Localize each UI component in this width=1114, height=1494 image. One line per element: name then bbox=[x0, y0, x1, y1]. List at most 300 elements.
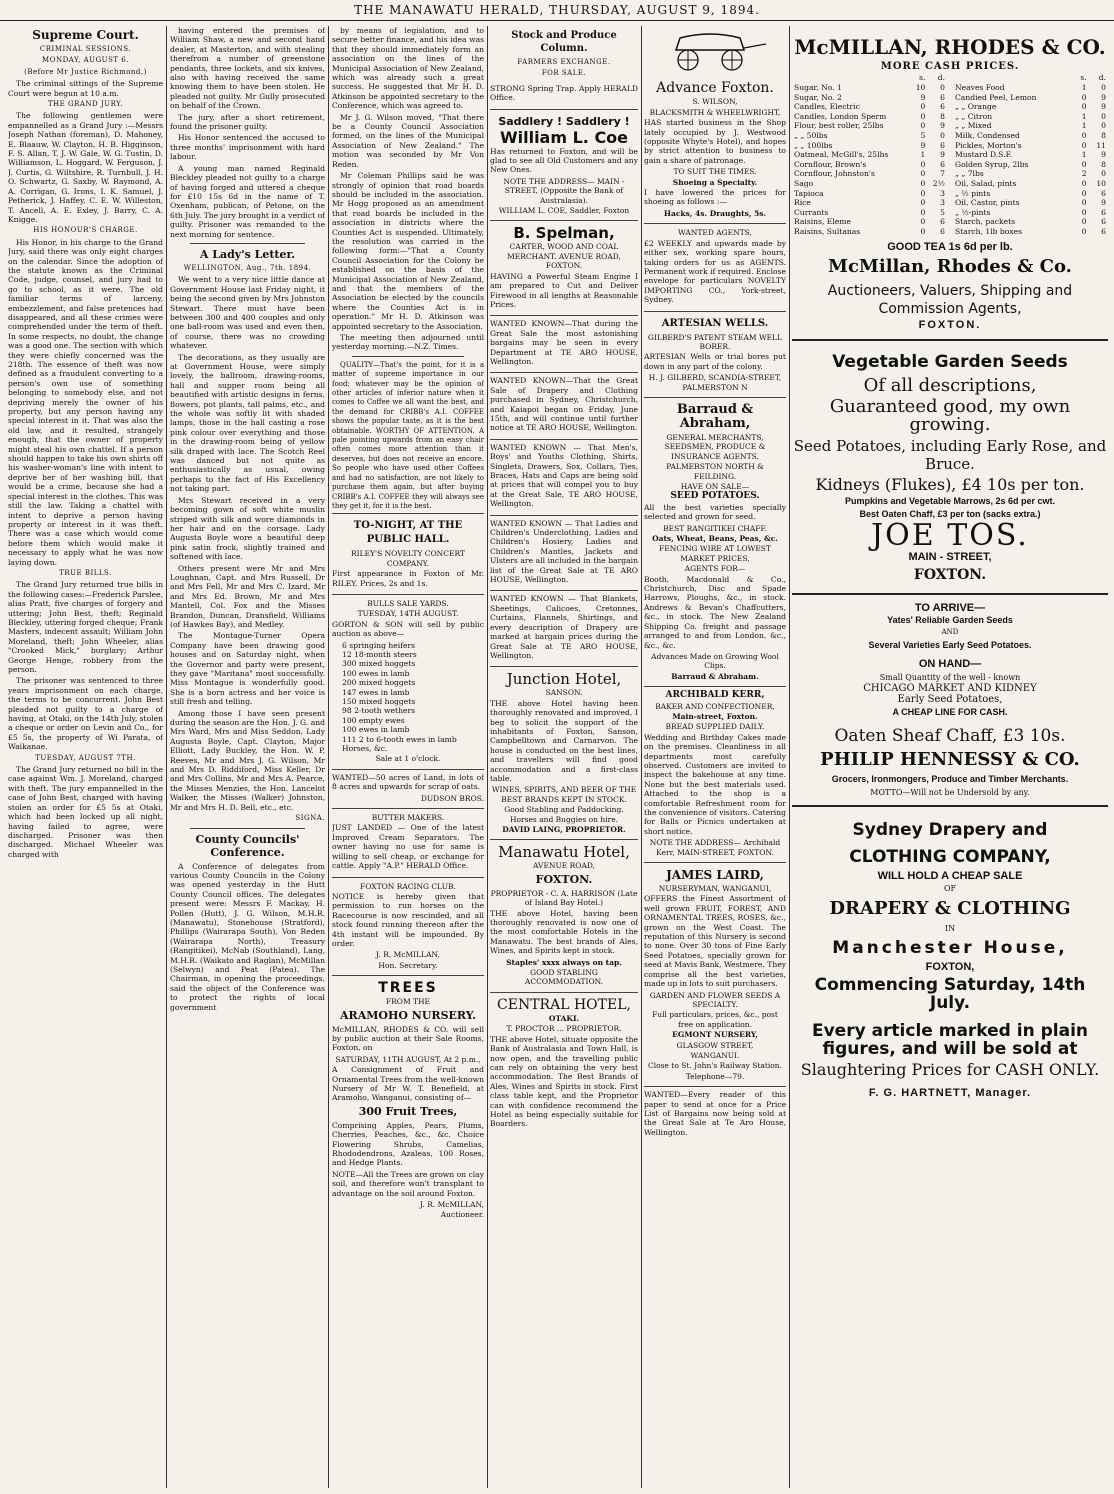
price-row bbox=[792, 208, 947, 218]
advert-line: OTAKI. bbox=[548, 1013, 580, 1023]
price-shillings: 0 bbox=[1081, 92, 1087, 102]
article-title: Supreme Court. bbox=[32, 28, 139, 42]
advert-title: CLOTHING COMPANY, bbox=[849, 847, 1051, 867]
advert-signature: Auctioneer. bbox=[440, 1210, 484, 1220]
stock-item: 12 18-month steers bbox=[342, 649, 417, 659]
stock-item: 147 ewes in lamb bbox=[342, 687, 410, 697]
divider bbox=[352, 356, 464, 357]
price-item: Sugar, No. 1 bbox=[794, 83, 842, 92]
advert-manawatu-hotel bbox=[490, 840, 638, 992]
price-row bbox=[953, 198, 1108, 208]
price-pence: 8 bbox=[1101, 159, 1106, 169]
advert-line: IN bbox=[944, 923, 956, 933]
paragraph: The Grand Jury returned true bills in the following cases:—Frederick Parslee, alias Pratt, five charges of forgery and uttering; John Best, theft; Reginald Bleckley, uttering forged cheque; Frank Masters, indecent assault; William John Moreland, theft; John Wheeler, alias "Crooked Mick," burglary; Arthur George Henge, robbery from the person. bbox=[8, 580, 163, 674]
advert-line: OF bbox=[943, 884, 957, 894]
paragraph: Others present were Mr and Mrs Loughnan, Capt. and Mrs Russell, Dr and Mrs Fell, Mr and Mrs C. Izard, Mr and Mrs Ed. Brown, Mr and Mrs Mantell, Col. Fox and the Misses Brandon, Duncan, Dransfield, Williams (of Hawkes Bay), and Medley. bbox=[170, 563, 325, 629]
price-row bbox=[953, 102, 1108, 112]
stock-item: 98 2-tooth wethers bbox=[342, 706, 415, 716]
price-header-s: s. bbox=[919, 73, 926, 83]
advert-body: WANTED—50 acres of Land, in lots of 8 acres and upwards for scrap of oats. bbox=[332, 772, 484, 792]
advert-title: DRAPERY & CLOTHING bbox=[829, 897, 1071, 919]
advert-kerr bbox=[644, 687, 786, 863]
advert-hennessy bbox=[792, 595, 1108, 807]
advert-line: Sale at 1 o'clock. bbox=[375, 754, 441, 764]
price-row bbox=[953, 217, 1108, 227]
advert-title: ARCHIBALD KERR, bbox=[665, 690, 765, 701]
price-item: Sago bbox=[794, 178, 814, 188]
section-heading: TUESDAY, AUGUST 7TH. bbox=[35, 753, 136, 762]
paragraph: A Conference of delegates from various County Councils in the Colony was opened yesterday in the Hutt County Council offices. The delegates present were: Messrs F. Mackay, H. Pollen (Hutt), J. G. Wilson, M.H.R. (Manawatu), Stonehouse (Stratford), Phillips (Wairarapa South), Von Reden (Wairarapa North), Treasury (Rangitikei), McNab (Southland), Lang, M.H.R. (Waikato and Raglan), McMillan (Selwyn) and Peat (Patea). The Chairman, in opening the proceedings, said the object of the Conference was to protect the rights of local government bbox=[170, 861, 325, 1012]
advert-title: ARAMOHO NURSERY. bbox=[340, 1008, 476, 1022]
section-heading: FARMERS EXCHANGE. bbox=[517, 58, 611, 66]
price-row bbox=[953, 131, 1108, 141]
price-row bbox=[953, 112, 1108, 122]
stock-item: 200 mixed hoggets bbox=[342, 678, 416, 688]
advert-line: Early Seed Potatoes, bbox=[897, 694, 1003, 706]
price-row bbox=[792, 217, 947, 227]
advert-body: £2 WEEKLY and upwards made by either sex, working spare hours, taking orders for us as AGENTS. Permanent work if required. Enclose envelope for particulars NOVELTY IMPORTING CO., York-street, Sydney. bbox=[644, 238, 786, 305]
article-title: A Lady's Letter. bbox=[199, 247, 296, 261]
price-shillings: 0 bbox=[1081, 226, 1087, 236]
price-pence: 6 bbox=[940, 217, 945, 227]
price-pence: 0 bbox=[1101, 83, 1106, 92]
column-rule bbox=[166, 26, 167, 1488]
advert-title: McMillan, Rhodes & Co. bbox=[828, 255, 1072, 277]
stock-item: 100 ewes in lamb bbox=[342, 668, 410, 678]
advert-line: GLASGOW STREET, bbox=[676, 1040, 754, 1050]
advert-junction-hotel bbox=[490, 667, 638, 840]
price-shillings: 0 bbox=[920, 217, 926, 227]
price-pence: 6 bbox=[940, 102, 945, 112]
advert-line: Commencing Saturday, 14th July. bbox=[814, 974, 1086, 1013]
advert-title: Junction Hotel, bbox=[506, 670, 622, 689]
price-item: „ „ 50lbs bbox=[794, 130, 828, 140]
price-shillings: 0 bbox=[920, 198, 926, 208]
price-shillings: 1 bbox=[1081, 121, 1087, 131]
price-shillings: 1 bbox=[1081, 150, 1087, 160]
price-item: Flour, best roller, 25lbs bbox=[794, 121, 884, 131]
paragraph: The criminal sittings of the Supreme Court were begun at 10 a.m. bbox=[8, 79, 163, 98]
advert-signature: J. R. McMILLAN, bbox=[376, 950, 440, 960]
column-rule bbox=[328, 26, 329, 1488]
price-item: Raisins, Sultanas bbox=[794, 226, 861, 236]
advert-title: BUTTER MAKERS. bbox=[371, 813, 445, 823]
price-shillings: 0 bbox=[920, 226, 926, 236]
advert-line: Main-street, Foxton. bbox=[672, 711, 758, 721]
article-subtitle: CRIMINAL SESSIONS. bbox=[39, 45, 132, 53]
advert-title: 300 Fruit Trees, bbox=[358, 1104, 458, 1118]
advert-title: William L. Coe bbox=[499, 127, 629, 147]
advert-wanted-known bbox=[490, 591, 638, 667]
advert-line: Grocers, Ironmongers, Produce and Timber Merchants. bbox=[831, 774, 1069, 785]
price-item: Cornflour, Brown's bbox=[794, 159, 867, 169]
advert-body: WANTED KNOWN — That Ladies and Children's Underclothing, Ladies and Children's Hosiery, Ladies and Children's Mantles, Jackets and Ulsters are all included in the bargain list of the Great Sale at TE ARO HOUSE, Wellington. bbox=[490, 518, 638, 585]
price-shillings: 0 bbox=[1081, 188, 1087, 198]
price-item: Candied Peel, Lemon bbox=[955, 92, 1037, 102]
advert-wanted-reader bbox=[644, 1087, 786, 1143]
price-pence: 9 bbox=[1101, 92, 1106, 102]
advert-title: Barraud & Abraham, bbox=[676, 401, 754, 431]
price-pence: 6 bbox=[1101, 188, 1106, 198]
advert-body: STRONG Spring Trap. Apply HERALD Office. bbox=[490, 83, 638, 103]
masthead: THE MANAWATU HERALD, THURSDAY, AUGUST 9, 1894. bbox=[0, 0, 1114, 21]
column-heading: Stock and Produce Column. bbox=[511, 30, 617, 54]
price-shillings: 0 bbox=[1081, 140, 1087, 150]
stock-list bbox=[332, 641, 484, 754]
advert-body: OFFERS the Finest Assortment of well grown FRUIT, FOREST, AND ORNAMENTAL TREES, ROSES, &c., grown on the West Coast. The reputation of this Nursery is second to none. Over 30 tons of Fine Early Seed Potatoes, specially grown for seed at Mavis Bank, Westmere. They comprise all the best varieties, made up in lots to suit purchasers. bbox=[644, 894, 786, 989]
stock-item: 150 mixed hoggets bbox=[342, 697, 416, 706]
price-pence: 6 bbox=[940, 92, 945, 102]
advert-body: WANTED KNOWN — That Blankets, Sheetings, Calicoes, Cretonnes, Curtains, Flannels, Shirtings, and every description of Drapery are marked at bargain prices during the Great Sale at TE ARO HOUSE, Wellington. bbox=[490, 594, 638, 660]
stock-item: 300 mixed hoggets bbox=[342, 659, 416, 669]
advert-signature: NOTE THE ADDRESS— Archibald Kerr, MAIN-STREET, FOXTON. bbox=[649, 838, 781, 857]
column-conference-ads bbox=[332, 26, 484, 1488]
paragraph: The jury, after a short retirement, found the prisoner guilty. bbox=[170, 112, 325, 132]
advert-sydney-drapery bbox=[792, 807, 1108, 1109]
advert-body: Has returned to Foxton, and will be glad to see all Old Customers and any New Ones. bbox=[490, 146, 638, 175]
price-item: Raisins, Eleme bbox=[794, 217, 851, 227]
price-table-right bbox=[953, 73, 1108, 236]
price-row bbox=[792, 102, 947, 112]
advert-title: Manawatu Hotel, bbox=[498, 843, 630, 862]
price-item: „ ½-pints bbox=[955, 207, 991, 217]
price-shillings: 2 bbox=[1081, 169, 1087, 179]
advert-title: WANTED AGENTS, bbox=[678, 228, 752, 238]
price-item: Sugar, No. 2 bbox=[794, 92, 842, 102]
advert-line: Seed Potatoes, including Early Rose, and Bruce. bbox=[793, 437, 1107, 474]
price-shillings: 9 bbox=[920, 140, 926, 150]
price-shillings: 0 bbox=[920, 169, 926, 179]
advert-wanted-known bbox=[490, 440, 638, 516]
advert-body: THE above Hotel, having been thoroughly renovated is now one of the most comfortable Hotels in the Manawatu. The best brands of Ales, Wines, and Spirits kept in stock. bbox=[490, 908, 638, 956]
price-row bbox=[953, 179, 1108, 189]
paragraph: having entered the premises of William Shaw, a new and second hand dealer, at Masterton, and with stealing therefrom a number of greenstone pendants, three lockets, and six knives, also with having received the same knowing them to have been stolen. He pleaded not guilty. Mr Gully prosecuted on behalf of the Crown. bbox=[170, 26, 325, 111]
advert-central-hotel bbox=[490, 993, 638, 1135]
advert-body: Comprising Apples, Pears, Plums, Cherries, Peaches, &c., &c. Choice Flowering Shrubs, Camelias, Rhododendrons, Azaleas, 100 Roses, and Hedge Plants. bbox=[332, 1120, 484, 1168]
divider bbox=[190, 243, 305, 244]
paragraph: A young man named Reginald Bleckley pleaded not guilty to a charge of having forged and uttered a cheque for £10 15s 6d in the name of T. Oxenham, publican, of Petone, on the 6th July. The jury brought in a verdict of guilty. Prisoner was remanded to the next morning for sentence. bbox=[170, 163, 325, 239]
advert-title: ARTESIAN WELLS. bbox=[661, 317, 769, 329]
price-shillings: 9 bbox=[920, 92, 926, 102]
price-row bbox=[792, 83, 947, 93]
price-shillings: 0 bbox=[920, 178, 926, 188]
price-shillings: 0 bbox=[1081, 102, 1087, 112]
advert-line: BLACKSMITH & WHEELWRIGHT, bbox=[649, 107, 781, 117]
price-item: Currants bbox=[794, 207, 829, 217]
price-shillings: 0 bbox=[920, 188, 926, 198]
advert-racing-club bbox=[332, 878, 484, 977]
stock-item: 100 empty ewes bbox=[342, 715, 405, 725]
price-pence: 8 bbox=[1101, 130, 1106, 140]
advert-line: WANGANUI. bbox=[690, 1050, 740, 1060]
advert-signature: DAVID LAING, PROPRIETOR. bbox=[502, 825, 626, 834]
advert-body: NOTICE is hereby given that permission to run horses on the Racecourse is now rescinded, and all stock found running thereon after the 4th instant will be impounded. By order. bbox=[332, 891, 484, 948]
advert-line: BEST RANGITIKEI CHAFF. bbox=[663, 523, 767, 533]
paragraph: The Grand Jury returned no bill in the case against Wm. J. Moreland, charged with theft. The jury empannelled in the case of John Best, charged with having stolen an order for £5 5s at Otaki, which had been locked up all night, having failed to agree, were discharged. Prisoner was then discharged. Michael Wheeler was charged with bbox=[8, 765, 163, 859]
price-shillings: 0 bbox=[1081, 159, 1087, 169]
advert-line: PROPRIETOR - C. A. HARRISON (Late of Island Bay Hotel.) bbox=[490, 888, 638, 908]
advert-line: Staples' xxxx always on tap. bbox=[506, 957, 622, 967]
advert-signature: F. G. HARTNETT, Manager. bbox=[868, 1086, 1032, 1099]
price-item: Oil, Salad, pints bbox=[955, 178, 1017, 188]
advert-title: CENTRAL HOTEL, bbox=[497, 996, 631, 1013]
divider bbox=[190, 828, 305, 829]
section-heading: FOR SALE. bbox=[541, 69, 587, 78]
price-item: „ ½ pints bbox=[955, 188, 991, 198]
advert-line: Shoeing a Specialty. bbox=[672, 177, 758, 187]
price-shillings: 0 bbox=[1081, 130, 1087, 140]
paragraph: The Montague-Turner Opera Company have been drawing good houses and on Saturday night, when the Governor and party were present, they gave "Maritana" most successfully. Miss Montague is wonderfully good. She is a born actress and her voice is still fresh and telling. bbox=[170, 631, 325, 707]
advert-body: First appearance in Foxton of Mr. RILEY. Prices, 2s and 1s. bbox=[332, 569, 484, 588]
price-shillings: 0 bbox=[1081, 178, 1087, 188]
stock-item: 6 springing heifers bbox=[342, 640, 416, 650]
advert-body: THE above Hotel, situate opposite the Bank of Australasia and Town Hall, is now open, and the travelling public can rely on obtaining the very best accommodation. The Best Brands of Ales, Wines and Spirits in stock. First class table kept, and the Proprietor can with confidence recommend the Hotel as being especially suitable for Boarders. bbox=[490, 1034, 638, 1129]
advert-trap bbox=[490, 81, 638, 110]
advert-body: JUST LANDED — One of the latest Improved Cream Separators. The owner having no use for same is willing to sell cheap, or exchange for cattle. Apply "A.P." HERALD Office. bbox=[332, 823, 484, 871]
price-pence: 9 bbox=[1101, 102, 1106, 112]
paragraph: We went to a very nice little dance at Government House last Friday night, it being the second given by Mrs Johnston Stewart. There must have been between 300 and 400 couples and only one ball-room was used and even then, of course, there was no crowding whatever. bbox=[170, 275, 325, 351]
paragraph: QUALITY—That's the point, for it is a matter of supreme importance in our food; whatever may be the opinion of other articles of inferior nature when it comes to Coffee we all want the best, and the demand for CRIBB's A.I. COFFEE shows the popular taste, as it is the best obtainable. WORTHY OF ATTENTION. A pale pointing upwards from an easy chair often comes more attention than it deserves, but does not receive an encore. So people who have used other Coffees and had no satisfaction, are not likely to purchase them again, but after buying CRIBB's A.I. COFFEE they will always see they get it, for it is the best. bbox=[332, 360, 484, 510]
price-item: „ „ Citron bbox=[955, 111, 993, 121]
price-shillings: 1 bbox=[1081, 111, 1087, 121]
advert-mcmillan-prices bbox=[792, 26, 1108, 341]
advert-line: GARDEN AND FLOWER SEEDS A SPECIALTY. bbox=[649, 990, 781, 1009]
column-stock-produce bbox=[490, 26, 638, 1488]
advert-line: S. WILSON, bbox=[692, 97, 738, 107]
stock-item: 111 2 to 6-tooth ewes in lamb bbox=[342, 734, 457, 744]
column-display-ads bbox=[792, 26, 1108, 1488]
advert-line: Close to St. John's Railway Station. bbox=[647, 1061, 782, 1071]
advert-line: TO SUIT THE TIMES. bbox=[673, 167, 757, 177]
advert-line: T. PROCTOR ... PROPRIETOR. bbox=[506, 1024, 622, 1034]
advert-spelman bbox=[490, 221, 638, 316]
advert-line: HAVE ON SALE— bbox=[680, 482, 750, 491]
advert-line: AGENTS FOR— bbox=[684, 564, 746, 574]
price-item: Cornflour, Johnston's bbox=[794, 169, 875, 179]
advert-line: CHICAGO MARKET AND KIDNEY bbox=[863, 682, 1037, 694]
advert-line: PALMERSTON NORTH & FEILDING. bbox=[666, 462, 764, 481]
advert-line: AVENUE ROAD, bbox=[532, 861, 596, 871]
paragraph: Mr Coleman Phillips said he was strongly of opinion that road boards should be included in the association. Mr Hogg proposed as an amendment that road boards be included in the association in districts where the Counties Act is suspended. Ultimately, the resolution was carried in the following form:—"That a County Council Association for the Colony be established on the basis of the Municipal Association of New Zealand, and that the members of the Association be elected by the councils where the Counties Act is in operation." Mr H. D. Atkinson was appointed secretary to the Association. bbox=[332, 171, 484, 331]
price-row bbox=[953, 83, 1108, 93]
stock-item: 100 ewes in lamb bbox=[342, 725, 410, 735]
price-item: Mustard D.S.F. bbox=[955, 150, 1013, 160]
price-pence: 10 bbox=[1096, 178, 1106, 188]
price-row bbox=[792, 150, 947, 160]
advert-artesian bbox=[644, 312, 786, 398]
advert-body: WANTED KNOWN—That the Great Sale of Drapery and Clothing purchased in Sydney, Christchurch, and Kaiapoi began on Friday, June 15th, and will continue until further notice at TE ARO HOUSE, Wellington. bbox=[490, 376, 638, 433]
price-row bbox=[792, 227, 947, 237]
price-item: Candles, London Sperm bbox=[794, 111, 887, 121]
paragraph: The meeting then adjourned until yesterday morning.—N.Z. Times. bbox=[332, 333, 484, 352]
advert-line: WINES, SPIRITS, AND BEER OF THE BEST BRANDS KEPT IN STOCK. bbox=[491, 785, 637, 804]
paragraph: The decorations, as they usually are at Government House, were simply lovely, the ballroom, drawing-rooms, hall and supper room being all beautified with artistic designs in ferns, flowers, pot plants, tall palms, etc., and the whole was softly lit with shaded lamps, those in the hall casting a rose pink colour over everything and those in the drawing-room being of yellow silk draped with lace. The Scotch Reel was danced but not quite as enthusiastically as usual, owing perhaps to the fact of His Excellency not taking part. bbox=[170, 352, 325, 494]
advert-line: NURSERYMAN, WANGANUI, bbox=[658, 884, 772, 894]
price-row bbox=[953, 208, 1108, 218]
advert-line: Small Quantity of the well - known bbox=[879, 672, 1021, 682]
price-item: „ „ 100lbs bbox=[794, 140, 833, 150]
advert-line: Kidneys (Flukes), £4 10s per ton. bbox=[815, 475, 1085, 495]
advert-line: FOXTON. bbox=[913, 566, 987, 583]
price-shillings: 0 bbox=[1081, 207, 1087, 217]
price-shillings: 0 bbox=[1081, 217, 1087, 227]
price-row bbox=[953, 189, 1108, 199]
price-pence: 3 bbox=[940, 188, 945, 198]
advert-line: Of all descriptions, bbox=[863, 375, 1037, 397]
advert-line: Yates' Reliable Garden Seeds bbox=[887, 614, 1013, 625]
advert-title: Oaten Sheaf Chaff, £3 10s. bbox=[834, 726, 1066, 747]
signature: SIGNA. bbox=[295, 814, 325, 823]
price-pence: 0 bbox=[1101, 111, 1106, 121]
advert-line: Every article marked in plain figures, and will be sold at bbox=[811, 1020, 1089, 1059]
advert-line: BAKER AND CONFECTIONER, bbox=[655, 701, 775, 711]
advert-title: B. Spelman, bbox=[513, 224, 615, 243]
section-heading: HIS HONOUR'S CHARGE. bbox=[33, 226, 138, 235]
advert-signature: WILLIAM L. COE, Saddler, Foxton bbox=[498, 206, 630, 216]
advert-line: Telephone—79. bbox=[685, 1071, 745, 1081]
price-pence: 6 bbox=[940, 159, 945, 169]
column-rule bbox=[487, 26, 488, 1488]
price-item: Oil, Castor, pints bbox=[955, 198, 1020, 208]
carriage-illustration bbox=[644, 28, 786, 74]
advert-coe bbox=[490, 110, 638, 222]
advert-title: TREES bbox=[378, 980, 438, 997]
price-row bbox=[953, 227, 1108, 237]
advert-wanted-agents bbox=[644, 224, 786, 311]
advert-body: HAVING a Powerful Steam Engine I am prepared to Cut and Deliver Firewood in all lengths at Reasonable Prices. bbox=[490, 271, 638, 309]
advert-subtitle: MORE CASH PRICES. bbox=[880, 61, 1020, 72]
advert-line: Guaranteed good, my own growing. bbox=[829, 396, 1071, 436]
advert-riley bbox=[332, 513, 484, 595]
price-row bbox=[792, 112, 947, 122]
advert-line: Several Varieties Early Seed Potatoes. bbox=[868, 639, 1032, 650]
price-shillings: 0 bbox=[920, 111, 926, 121]
column-ladys-letter bbox=[170, 26, 325, 1488]
advert-body: ARTESIAN Wells or trial bores put down in any part of the colony. bbox=[644, 352, 786, 371]
advert-line: Auctioneers, Valuers, Shipping and Commission Agents, bbox=[827, 282, 1073, 317]
advert-line: GILBERD'S PATENT STEAM WELL BORER. bbox=[647, 332, 783, 351]
stock-item: Horses, &c. bbox=[342, 744, 388, 754]
advert-line: CARTER, WOOD AND COAL MERCHANT. AVENUE ROAD, FOXTON. bbox=[507, 242, 621, 271]
advert-line: EGMONT NURSERY, bbox=[672, 1030, 758, 1040]
advert-line: FOXTON, bbox=[925, 961, 975, 974]
advert-line: GOOD TEA 1s 6d per lb. bbox=[887, 240, 1013, 253]
price-item: „ „ Mixed bbox=[955, 121, 992, 131]
price-pence: 0 bbox=[1101, 121, 1106, 131]
price-shillings: 1 bbox=[1081, 83, 1087, 92]
price-row bbox=[792, 189, 947, 199]
advert-line: RILEY'S NOVELTY CONCERT COMPANY. bbox=[351, 549, 465, 568]
price-pence: 6 bbox=[1101, 226, 1106, 236]
paragraph: His Honor sentenced the accused to three months' imprisonment with hard labour. bbox=[170, 133, 325, 162]
price-row bbox=[792, 179, 947, 189]
price-item: Starch, packets bbox=[955, 217, 1016, 227]
advert-signature: Barraud & Abraham. bbox=[671, 671, 759, 681]
advert-line: ON HAND— bbox=[918, 658, 982, 671]
advert-wanted-known bbox=[490, 316, 638, 373]
advert-body: All the best varieties specially selected and grown for seed. bbox=[644, 502, 786, 522]
advert-line: Oats, Wheat, Beans, Peas, &c. bbox=[652, 534, 778, 544]
advert-bulls-sale bbox=[332, 595, 484, 770]
price-pence: 9 bbox=[940, 150, 945, 160]
advert-title: TO-NIGHT, AT THE PUBLIC HALL. bbox=[353, 520, 463, 546]
advert-title: PHILIP HENNESSY & CO. bbox=[820, 749, 1080, 771]
price-pence: 6 bbox=[940, 140, 945, 150]
price-row bbox=[792, 121, 947, 131]
advert-signature: Hon. Secretary. bbox=[378, 960, 438, 970]
price-table-left bbox=[792, 73, 947, 236]
article-title: County Councils' Conference. bbox=[195, 832, 300, 859]
advert-signature: DUDSON BROS. bbox=[420, 793, 484, 803]
advert-line: MOTTO—Will not be Undersold by any. bbox=[870, 787, 1030, 797]
advert-line: Advances Made on Growing Wool Clips. bbox=[651, 651, 779, 671]
price-row bbox=[953, 93, 1108, 103]
advert-title: McMILLAN, RHODES & CO. bbox=[794, 35, 1106, 59]
paragraph: Among those I have seen present during the season are the Hon. J. G. and Mrs Ward, Mrs and Miss Seddon, Lady Augusta Boyle, Capt. Clayton, Major Elliott, Lady Buckley, the Hon. W. P. Reeves, Mr and Mrs J. G. Wilson, Mr and Mrs D. Riddiford, Miss Keller, Dr and Mrs Collins, Mr and Mrs A. Pearce, the Misses Menzies, the Hon. Lancelot Walker, the Misses (Walker) Johnston, Mr and Mrs H. D. Bell, etc., etc. bbox=[170, 708, 325, 812]
price-pence: 9 bbox=[940, 121, 945, 131]
column-local-ads bbox=[644, 26, 786, 1488]
price-pence: 3 bbox=[940, 198, 945, 208]
price-pence: 6 bbox=[1101, 207, 1106, 217]
price-shillings: 0 bbox=[920, 159, 926, 169]
advert-barraud bbox=[644, 398, 786, 687]
price-row bbox=[953, 169, 1108, 179]
advert-wanted-known bbox=[490, 516, 638, 592]
advert-joe-tos bbox=[792, 341, 1108, 594]
advert-signature: J. R. McMILLAN, bbox=[420, 1200, 484, 1210]
advert-line: FROM THE bbox=[385, 997, 431, 1007]
paragraph: by means of legislation, and to secure better finance, and his idea was that they should immediately form an association on the lines of the Municipal Association of New Zealand, which was already such a great success. He suggested that Mr H. D. Atkinson be appointed secretary to the Conference, which was agreed to. bbox=[332, 26, 484, 111]
advert-title: JAMES LAIRD, bbox=[666, 868, 764, 883]
section-heading: TRUE BILLS. bbox=[59, 568, 112, 577]
price-pence: 6 bbox=[940, 226, 945, 236]
advert-body: WANTED KNOWN—That during the Great Sale the most astonishing bargains may be seen in every Department at TE ARO HOUSE, Wellington. bbox=[490, 319, 638, 366]
price-pence: 11 bbox=[1096, 140, 1106, 150]
article-judge: (Before Mr Justice Richmond.) bbox=[24, 67, 147, 76]
price-pence: 9 bbox=[1101, 150, 1106, 160]
advert-line: FOXTON. bbox=[918, 318, 982, 331]
advert-line: Pumpkins and Vegetable Marrows, 2s 6d per cwt. bbox=[844, 496, 1056, 507]
price-row bbox=[792, 131, 947, 141]
price-pence: 0 bbox=[940, 130, 945, 140]
advert-trees bbox=[332, 976, 484, 1225]
advert-title: FOXTON. bbox=[535, 872, 593, 886]
advert-body: Wedding and Birthday Cakes made on the premises. Cleanliness in all departments most carefully observed. Customers are invited to inspect the bakehouse at any time. None but the best materials used. Attached to the shop is a comfortable Refreshment room for the convenience of visitors. Catering for Balls or Picnics undertaken at short notice. bbox=[644, 732, 786, 836]
advert-body: A Consignment of Fruit and Ornamental Trees from the well-known Nursery of Mr W. T. Benefield, at Aramoho, Wanganui, consisting of— bbox=[332, 1065, 484, 1103]
price-item: „ „ 7lbs bbox=[955, 169, 984, 179]
section-heading: THE GRAND JURY. bbox=[47, 100, 124, 109]
advert-title: JOE TOS. bbox=[871, 518, 1029, 554]
price-item: Rice bbox=[794, 198, 811, 208]
advert-body: WANTED KNOWN — That Men's, Boys' and Youths Clothing, Shirts, Singlets, Drawers, Sox, Collars, Ties, Braces, Hats and Caps are being sold at prices that will compel you to buy at the Great Sale, TE ARO HOUSE, Wellington. bbox=[490, 442, 638, 509]
price-header-d: d. bbox=[1098, 73, 1106, 83]
price-pence: 9 bbox=[1101, 198, 1106, 208]
price-pence: 5 bbox=[940, 207, 945, 217]
advert-address: NOTE THE ADDRESS— MAIN - STREET, (Opposite the Bank of Australasia). bbox=[503, 176, 625, 205]
advert-wanted-land bbox=[332, 770, 484, 809]
column-rule bbox=[789, 26, 790, 1488]
price-shillings: 10 bbox=[915, 83, 926, 92]
advert-body: THE above Hotel having been thoroughly renovated and improved, I beg to solicit the support of the inhabitants of Foxton, Sanson, Campbelltown and Carnarvon. The house is conducted on the best lines, and travellers will find good accommodation and a first-class table. bbox=[490, 698, 638, 783]
paragraph: The prisoner was sentenced to three years imprisonment on each charge, the terms to be concurrent. John Best pleaded not guilty to a charge of having, at Otaki, on the 14th July, stolen a cheque or order on Levin and Co., for £5 5s, the property of Wi Parata, of Waikanae. bbox=[8, 676, 163, 752]
advert-line: WILL HOLD A CHEAP SALE bbox=[877, 870, 1023, 882]
advert-butter-makers bbox=[332, 809, 484, 877]
paragraph: His Honor, in his charge to the Grand Jury, said there was only eight charges on the calendar. Since the adoption of the statute known as the Criminal Code, judge, counsel, and jury had to go to school, as it were. The old familiar terms of larceny, embezzlement, and false pretences had disappeared, and all these crimes were comprehended under the term of theft. In some respects, no doubt, the change was a good one. The section with which they were chiefly concerned was the 218th. The essence of theft was now defined as a fraudulent converting to a person's own use of something belonging to somebody else, and not depriving merely the owner of his property, but any person having any special interest in it. That was also the old law, and it resulted, strangely enough, that the owner of property might steal his own chattel. If a person should happen to take his own shirts off his washer-woman's line with intent to deprive her of her washing bill, that would be a crime, because she had a special interest in the clothes. This was still the law. Taking a chattel with intent to deprive a person having property or interest in it was theft. There was a case which would come before them which would make it necessary to apply what he was now laying down. bbox=[8, 237, 163, 567]
advert-date: SATURDAY, 11TH AUGUST, At 2 p.m., bbox=[335, 1054, 481, 1064]
price-item: Oatmeal, McGill's, 25lbs bbox=[794, 150, 889, 160]
advert-line: AND bbox=[941, 628, 959, 637]
advert-body: Booth, Macdonald & Co., Christchurch, Disc and Spade Harrows, Ploughs, &c., in stock. Andrews & Bevan's Chaffcutters, &c., in stock. The New Zealand Shipping Co. freight and passage arranged to and from London, &c., &c., &c. bbox=[644, 574, 786, 650]
